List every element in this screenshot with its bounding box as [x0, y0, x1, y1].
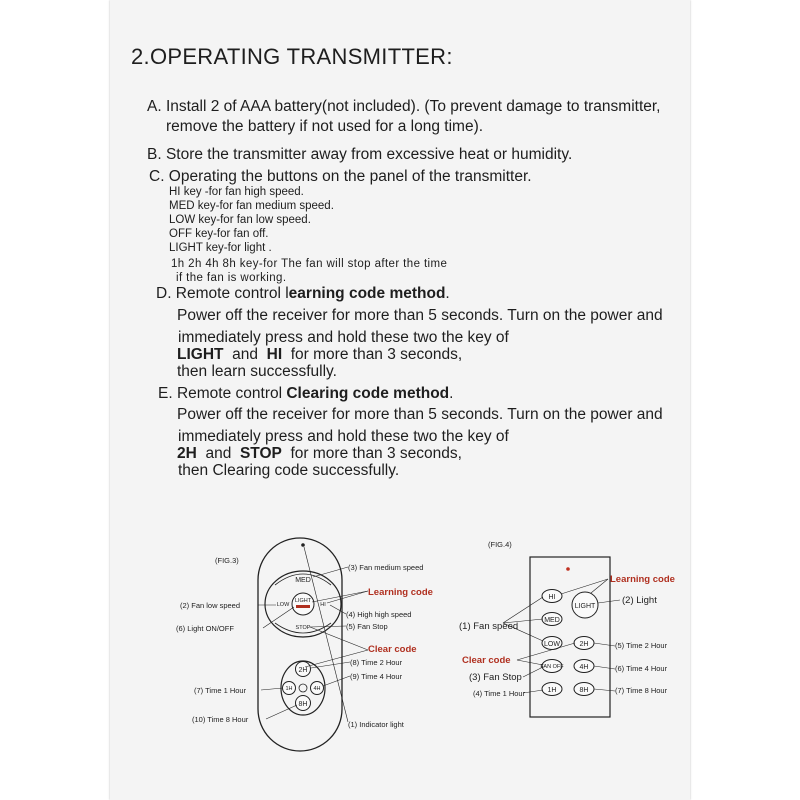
fig3-time4-label: (9) Time 4 Hour [350, 672, 403, 681]
fig3-light-mark [296, 605, 310, 608]
section-heading: 2.OPERATING TRANSMITTER: [131, 44, 453, 69]
fig4-fan-off-label: FAN OFF [540, 664, 564, 670]
fig4-time2-label: (5) Time 2 Hour [615, 641, 668, 650]
item-e-line3: 2H and STOP for more than 3 seconds, [177, 445, 462, 462]
item-e-line4: then Clearing code successfully. [178, 462, 400, 479]
item-d-title: D. Remote control learning code method. [156, 285, 450, 302]
timer-keys-line1: 1h 2h 4h 8h key-for The fan will stop after the time [171, 258, 448, 270]
fig3-8h-label: 8H [298, 701, 308, 708]
item-a-line2: remove the battery if not used for a long time). [166, 118, 484, 135]
fig3-high-speed-label: (4) High high speed [346, 610, 412, 619]
fig4-light-label: LIGHT [574, 603, 596, 610]
fig3-4h-label: 4H [313, 686, 321, 692]
fig3-indicator-light [301, 543, 305, 547]
fig4-2h-label: 2H [579, 641, 589, 648]
fig3-clear-code-label: Clear code [368, 644, 417, 655]
key-light-desc: LIGHT key-for light . [169, 242, 272, 254]
key-med-desc: MED key-for fan medium speed. [169, 200, 334, 212]
item-d-line3: LIGHT and HI for more than 3 seconds, [177, 346, 463, 363]
fig3-light-label: LIGHT [294, 598, 312, 604]
fig3-hi-label: HI [320, 602, 326, 608]
fig3-fan-low-label: (2) Fan low speed [180, 601, 241, 610]
fig3-time1-label: (7) Time 1 Hour [194, 686, 247, 695]
fig4-med-label: MED [544, 617, 560, 624]
fig3-2h-label: 2H [298, 667, 308, 674]
fig3-med-label: MED [295, 577, 311, 584]
fig3-indicator-label: (1) Indicator light [348, 720, 404, 729]
fig3-1h-label: 1H [285, 686, 293, 692]
fig4-light-label-text: (2) Light [622, 595, 657, 606]
fig4-8h-label: 8H [579, 687, 589, 694]
fig4-low-label: LOW [544, 641, 560, 648]
fig3-timer-center [299, 684, 307, 692]
fig3-light-button[interactable] [292, 593, 314, 615]
timer-keys-line2: if the fan is working. [176, 272, 287, 284]
fig3-remote-body [258, 538, 342, 751]
item-c: C. Operating the buttons on the panel of the transmitter. [149, 168, 532, 185]
fig3-fan-stop-label: (5) Fan Stop [346, 622, 388, 631]
fig4-fan-stop-label: (3) Fan Stop [469, 672, 522, 683]
fig4-1h-label: 1H [547, 687, 557, 694]
key-off-desc: OFF key-for fan off. [169, 228, 269, 240]
item-d-line1: Power off the receiver for more than 5 seconds. Turn on the power and [177, 307, 663, 324]
key-hi-desc: HI key -for fan high speed. [169, 186, 304, 198]
fig4-fan-speed-label: (1) Fan speed [459, 621, 519, 632]
fig3-light-onoff-label: (6) Light ON/OFF [176, 624, 234, 633]
item-b: B. Store the transmitter away from excessive heat or humidity. [147, 146, 573, 163]
item-e-line1: Power off the receiver for more than 5 seconds. Turn on the power and [177, 406, 663, 423]
fig4-learning-code-label: Learning code [610, 574, 675, 585]
item-d-line4: then learn successfully. [177, 363, 337, 380]
item-a-line1: A. Install 2 of AAA battery(not included). (To prevent damage to transmitter, [147, 98, 661, 115]
fig4-time1-label: (4) Time 1 Hour [473, 689, 526, 698]
fig4-title: (FIG.4) [488, 540, 512, 549]
item-d-line2: immediately press and hold these two the key of [178, 329, 509, 346]
fig3-stop-label: STOP [295, 625, 311, 631]
fig3-low-label: LOW [276, 602, 290, 608]
fig3-remote-diagram [170, 535, 460, 760]
fig4-remote-diagram [455, 535, 680, 720]
item-e-line2: immediately press and hold these two the key of [178, 428, 509, 445]
fig4-clear-code-label: Clear code [462, 655, 511, 666]
fig3-learning-code-label: Learning code [368, 587, 433, 598]
fig3-fan-medium-label: (3) Fan medium speed [348, 563, 424, 572]
fig4-time8-label: (7) Time 8 Hour [615, 686, 668, 695]
fig4-time4-label: (6) Time 4 Hour [615, 664, 668, 673]
item-e-title: E. Remote control Clearing code method. [158, 385, 454, 402]
fig4-remote-body [530, 557, 610, 717]
fig3-title: (FIG.3) [215, 556, 239, 565]
fig4-4h-label: 4H [579, 664, 589, 671]
fig4-hi-label: HI [548, 594, 556, 601]
fig3-time8-label: (10) Time 8 Hour [192, 715, 249, 724]
fig4-indicator-light [566, 567, 570, 571]
key-low-desc: LOW key-for fan low speed. [169, 214, 311, 226]
fig3-time2-label: (8) Time 2 Hour [350, 658, 403, 667]
